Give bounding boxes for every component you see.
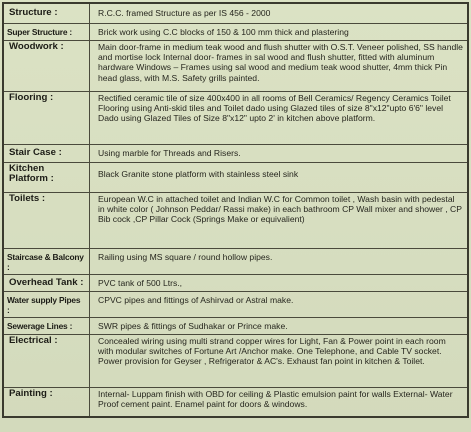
spec-label: Toilets : <box>3 193 90 249</box>
spec-value: Railing using MS square / round hollow pipes. <box>90 249 469 275</box>
spec-row-electrical <box>3 334 468 387</box>
spec-row-stair-case <box>3 145 468 163</box>
spec-label: Sewerage Lines : <box>3 317 90 334</box>
spec-value: CPVC pipes and fittings of Ashirvad or Astral make. <box>90 291 469 317</box>
spec-label: Kitchen Platform : <box>3 163 90 193</box>
spec-label: Staircase & Balcony : <box>3 249 90 275</box>
spec-value: Using marble for Threads and Risers. <box>90 145 469 163</box>
spec-value: European W.C in attached toilet and Indian W.C for Common toilet , Wash basin with pedestal in white color ( Johnson Peddar/ Rassi make) in each bathroom CP Wall mixer and shower , CP Bib cock ,CP Pillar Cock (Springs Make or equivalient) <box>90 193 469 249</box>
spec-label: Painting : <box>3 387 90 417</box>
spec-row-super-structure <box>3 24 468 41</box>
spec-row-toilets <box>3 193 468 249</box>
spec-row-staircase-balcony <box>3 249 468 275</box>
spec-value: Rectified ceramic tile of size 400x400 in all rooms of Bell Ceramics/ Regency Ceramics Toilet Flooring using Anti-skid tiles and Toilet dado using Glazed tiles of size 8"x12"upto 6'6" level Dado using Glazed Tiles of Size 8"x12" upto 2' in kitchen above platform. <box>90 92 469 145</box>
spec-label: Overhead Tank : <box>3 274 90 291</box>
spec-value: Brick work using C.C blocks of 150 & 100 mm thick and plastering <box>90 24 469 41</box>
spec-row-structure <box>3 3 468 24</box>
spec-row-woodwork <box>3 41 468 92</box>
spec-value: Concealed wiring using multi strand copper wires for Light, Fan & Power point in each room with modular switches of Fortune Art /Anchor make. One Telephone, and Cable TV socket. Power provision for Geyser , Refrigerator & AC's. Exhaust fan point in kitchen & Toilet. <box>90 334 469 387</box>
spec-row-flooring <box>3 92 468 145</box>
spec-value: R.C.C. framed Structure as per IS 456 - 2000 <box>90 3 469 24</box>
spec-label: Super Structure : <box>3 24 90 41</box>
spec-value: Main door-frame in medium teak wood and flush shutter with O.S.T. Veneer polished, SS handle and mortise lock Internal door- frames in sal wood and flush shutter, fitted with aluminum hardware Windows – Frames using sal wood and medium teak wood shutter, 4mm thick Pin head glass, with M.S. Safety grills painted. <box>90 41 469 92</box>
spec-row-water-supply-pipes <box>3 291 468 317</box>
spec-label: Water supply Pipes : <box>3 291 90 317</box>
spec-row-sewerage-lines <box>3 317 468 334</box>
spec-label: Stair Case : <box>3 145 90 163</box>
spec-value: PVC tank of 500 Ltrs., <box>90 274 469 291</box>
specification-table <box>2 2 469 418</box>
spec-value: Black Granite stone platform with stainless steel sink <box>90 163 469 193</box>
spec-label: Structure : <box>3 3 90 24</box>
spec-label: Electrical : <box>3 334 90 387</box>
spec-label: Woodwork : <box>3 41 90 92</box>
spec-label: Flooring : <box>3 92 90 145</box>
spec-row-kitchen-platform <box>3 163 468 193</box>
spec-value: Internal- Luppam finish with OBD for ceiling & Plastic emulsion paint for walls External- Water Proof cement paint. Enamel paint for doors & windows. <box>90 387 469 417</box>
spec-row-painting <box>3 387 468 417</box>
spec-value: SWR pipes & fittings of Sudhakar or Prince make. <box>90 317 469 334</box>
spec-row-overhead-tank <box>3 274 468 291</box>
